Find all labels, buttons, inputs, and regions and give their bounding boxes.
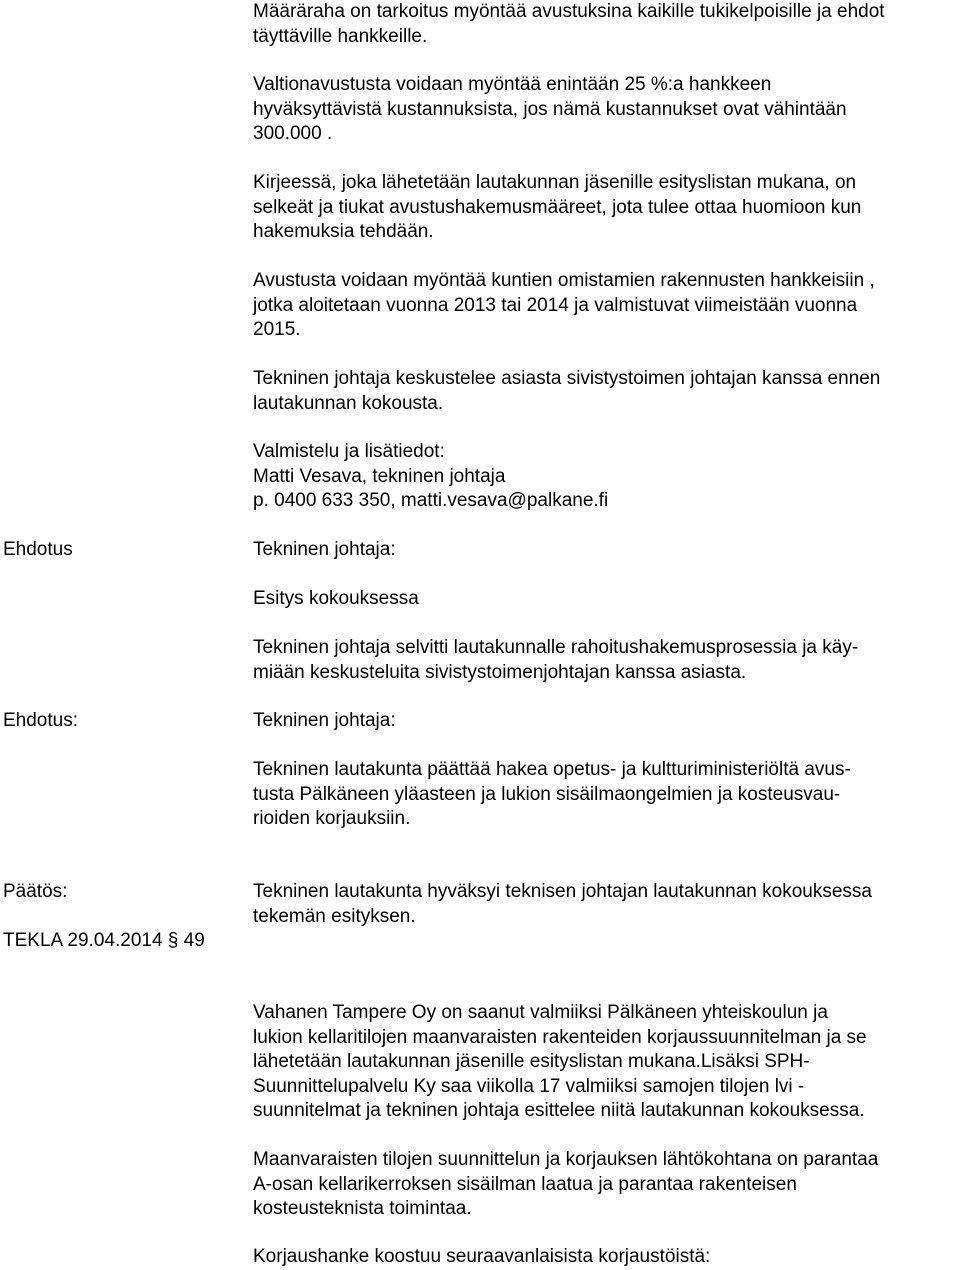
text-line: miään keskusteluita sivistystoimenjohtajan kanssa asiasta.	[253, 661, 747, 683]
text-line: Avustusta voidaan myöntää kuntien omistamien rakennusten hankkeisiin ,	[253, 270, 875, 291]
text-line: Suunnittelupalvelu Ky saa viikolla 17 valmiiksi samojen tilojen lvi -	[253, 1075, 805, 1097]
text-line: täyttäville hankkeille.	[253, 25, 428, 47]
paragraph-eligibility	[253, 269, 953, 343]
paragraph-repair-works: Korjaushanke koostuu seuraavanlaisista korjaustöistä:	[253, 1246, 711, 1267]
text-line: Tekninen johtaja selvitti lautakunnalle rahoitushakemusprosessia ja käy-	[253, 637, 859, 658]
text-line: Määräraha on tarkoitus myöntää avustuksina kaikille tukikelpoisille ja ehdot	[253, 1, 885, 22]
contact-name: Matti Vesava, tekninen johtaja	[253, 465, 506, 487]
text-line: hakemuksia tehdään.	[253, 221, 434, 242]
text-line: jotka aloitetaan vuonna 2013 tai 2014 ja valmistuvat viimeistään vuonna	[253, 294, 858, 316]
ehdotus-heading: Tekninen johtaja:	[253, 539, 396, 560]
text-line: A-osan kellarikerroksen sisäilman laatua ja parantaa rakenteisen	[253, 1173, 797, 1195]
contact-phone-email: p. 0400 633 350, matti.vesava@palkane.fi	[253, 490, 609, 511]
text-line: Vahanen Tampere Oy on saanut valmiiksi Pälkäneen yhteiskoulun ja	[253, 1002, 828, 1023]
paragraph-starting-point	[253, 1148, 953, 1222]
text-line: Valtionavustusta voidaan myöntää enintään 25 %:a hankkeen	[253, 74, 772, 95]
paragraph-vahanen	[253, 1001, 953, 1124]
ehdotus-note	[253, 636, 953, 685]
ehdotus-label: Ehdotus	[3, 539, 73, 560]
text-line: Tekninen johtaja keskustelee asiasta sivistystoimen johtajan kanssa ennen	[253, 368, 881, 389]
ehdotus-text: Esitys kokouksessa	[253, 588, 419, 609]
text-line: 300.000 .	[253, 123, 333, 144]
text-line: tekemän esityksen.	[253, 905, 416, 927]
text-line: lähetetään lautakunnan jäsenille esityslistan mukana.Lisäksi SPH-	[253, 1051, 810, 1072]
text-line: Tekninen lautakunta päättää hakea opetus- ja kultturiministeriöltä avus-	[253, 759, 851, 780]
text-line: 2015.	[253, 319, 301, 340]
contact-info	[253, 440, 953, 514]
text-line: rioiden korjauksiin.	[253, 808, 411, 829]
ehdotus2-text	[253, 758, 953, 832]
text-line: tusta Pälkäneen yläasteen ja lukion sisäilmaongelmien ja kosteusvau-	[253, 783, 841, 805]
paragraph-letter	[253, 171, 953, 245]
ehdotus2-heading: Tekninen johtaja:	[253, 710, 396, 731]
text-line: Kirjeessä, joka lähetetään lautakunnan jäsenille esityslistan mukana, on	[253, 172, 857, 193]
contact-heading: Valmistelu ja lisätiedot:	[253, 441, 445, 462]
meeting-reference: TEKLA 29.04.2014 § 49	[3, 930, 205, 951]
text-line: lautakunnan kokousta.	[253, 392, 444, 414]
text-line: Maanvaraisten tilojen suunnittelun ja korjauksen lähtökohtana on parantaa	[253, 1149, 879, 1170]
paragraph-funding-purpose	[253, 0, 953, 49]
text-line: selkeät ja tiukat avustushakemusmääreet, jota tulee ottaa huomioon kun	[253, 196, 862, 218]
paragraph-state-aid	[253, 73, 953, 147]
paatos-text	[253, 880, 953, 929]
paatos-label: Päätös:	[3, 881, 68, 902]
text-line: hyväksyttävistä kustannuksista, jos nämä kustannukset ovat vähintään	[253, 98, 847, 120]
text-line: Tekninen lautakunta hyväksyi teknisen johtajan lautakunnan kokouksessa	[253, 881, 872, 902]
paragraph-discussion	[253, 367, 953, 416]
text-line: kosteusteknista toimintaa.	[253, 1198, 472, 1219]
text-line: lukion kellaritilojen maanvaraisten rakenteiden korjaussuunnitelman ja se	[253, 1026, 867, 1048]
text-line: suunnitelmat ja tekninen johtaja esittelee niitä lautakunnan kokouksessa.	[253, 1100, 865, 1121]
ehdotus2-label: Ehdotus:	[3, 710, 78, 731]
